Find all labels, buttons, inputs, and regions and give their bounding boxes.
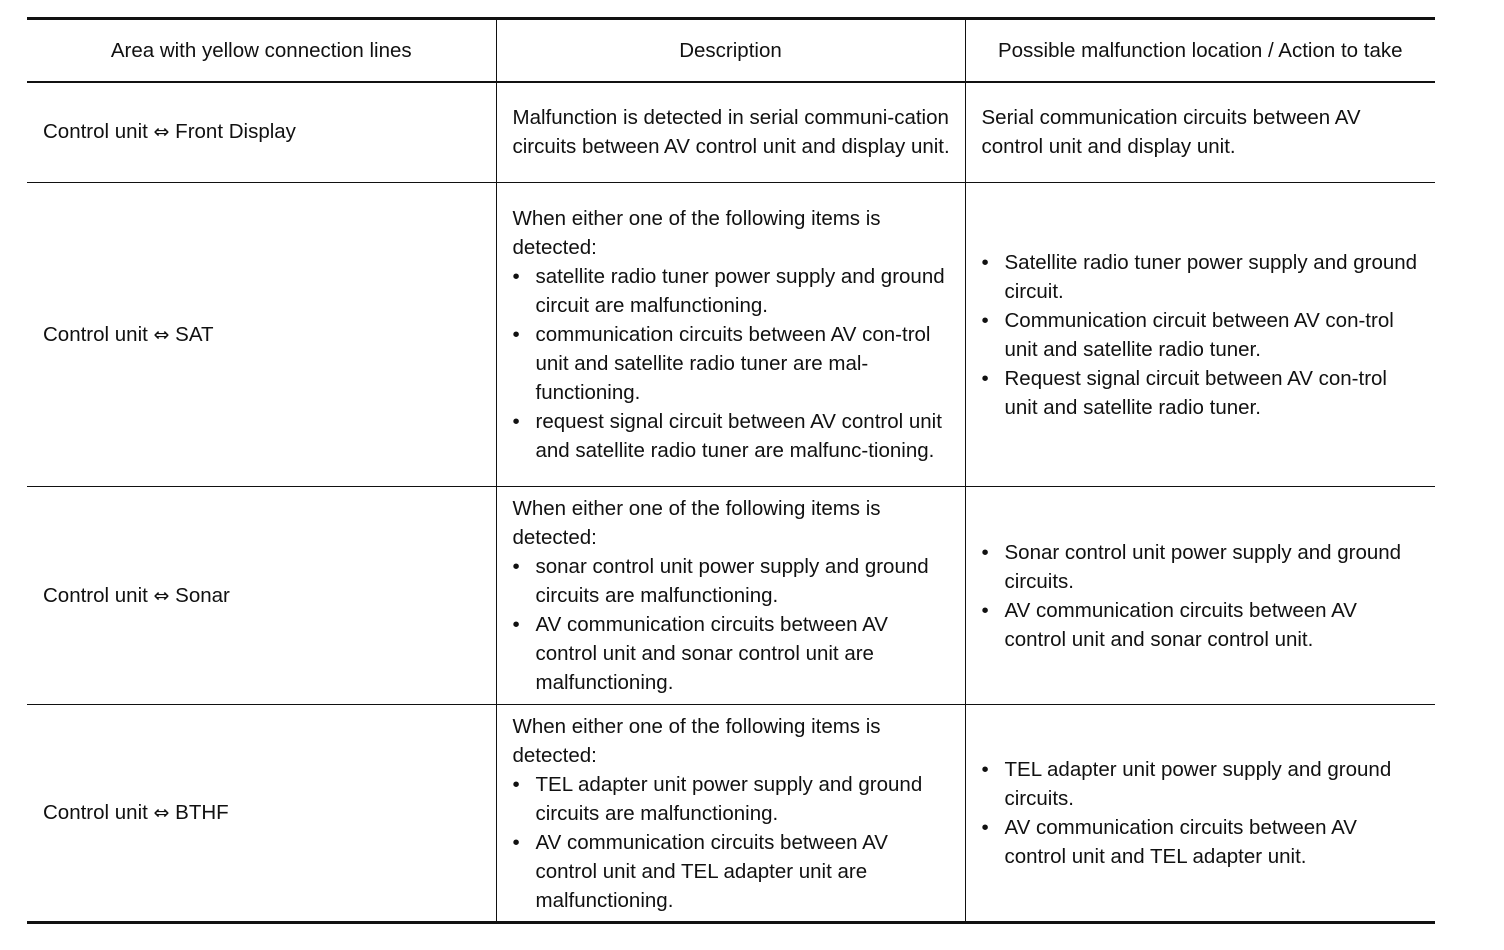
area-target: Sonar bbox=[175, 583, 230, 607]
action-cell bbox=[965, 705, 1435, 923]
action-cell bbox=[965, 183, 1435, 487]
bidirectional-arrow-icon: ⇔ bbox=[153, 802, 170, 824]
malfunction-table bbox=[27, 17, 1435, 924]
description-cell bbox=[496, 183, 965, 487]
area-prefix: Control unit bbox=[43, 583, 148, 607]
area-target: SAT bbox=[175, 322, 214, 346]
description-intro: When either one of the following items is detected: bbox=[512, 207, 881, 259]
list-item: • sonar control unit power supply and ground circuits are malfunctioning. bbox=[513, 552, 951, 610]
action-cell bbox=[965, 487, 1435, 705]
description-intro: When either one of the following items is detected: bbox=[512, 714, 881, 767]
list-item: • AV communication circuits between AV control unit and TEL adapter unit are malfunctioning. bbox=[513, 828, 951, 915]
table-row bbox=[27, 705, 1435, 923]
area-cell bbox=[27, 183, 496, 487]
area-prefix: Control unit bbox=[43, 801, 148, 824]
description-list bbox=[513, 770, 951, 915]
description-cell bbox=[496, 82, 965, 183]
description-list bbox=[513, 262, 951, 465]
area-target: BTHF bbox=[175, 801, 229, 824]
action-cell bbox=[965, 82, 1435, 183]
action-list bbox=[982, 755, 1422, 871]
table-row bbox=[27, 82, 1435, 183]
header-area: Area with yellow connection lines bbox=[27, 19, 496, 82]
list-item: • AV communication circuits between AV control unit and TEL adapter unit. bbox=[982, 813, 1422, 871]
bidirectional-arrow-icon: ⇔ bbox=[153, 323, 170, 346]
action-text: Serial communication circuits between AV control unit and display unit. bbox=[981, 106, 1361, 159]
list-item: • TEL adapter unit power supply and ground circuits. bbox=[982, 755, 1422, 813]
list-item: • AV communication circuits between AV control unit and sonar control unit. bbox=[982, 596, 1422, 654]
description-intro: When either one of the following items is detected: bbox=[512, 497, 881, 549]
list-item: • Communication circuit between AV con-trol unit and satellite radio tuner. bbox=[982, 306, 1422, 364]
table-row bbox=[27, 487, 1435, 705]
bidirectional-arrow-icon: ⇔ bbox=[153, 121, 170, 144]
list-item: • AV communication circuits between AV control unit and sonar control unit are malfunctioning. bbox=[513, 610, 951, 697]
area-cell bbox=[27, 82, 496, 183]
area-prefix: Control unit bbox=[43, 120, 148, 144]
list-item: • communication circuits between AV con-trol unit and satellite radio tuner are mal-functioning. bbox=[513, 320, 951, 407]
list-item: • Satellite radio tuner power supply and ground circuit. bbox=[982, 248, 1422, 306]
header-description: Description bbox=[496, 19, 965, 82]
list-item: • TEL adapter unit power supply and ground circuits are malfunctioning. bbox=[513, 770, 951, 828]
action-list bbox=[982, 538, 1422, 654]
header-action: Possible malfunction location / Action to take bbox=[965, 19, 1435, 82]
list-item: • Request signal circuit between AV con-trol unit and satellite radio tuner. bbox=[982, 364, 1422, 422]
area-prefix: Control unit bbox=[43, 322, 148, 346]
list-item: • satellite radio tuner power supply and ground circuit are malfunctioning. bbox=[513, 262, 951, 320]
list-item: • Sonar control unit power supply and ground circuits. bbox=[982, 538, 1422, 596]
area-cell bbox=[27, 705, 496, 923]
description-list bbox=[513, 552, 951, 697]
area-cell bbox=[27, 487, 496, 705]
description-cell bbox=[496, 705, 965, 923]
description-text: Malfunction is detected in serial communi-cation circuits between AV control unit and display unit. bbox=[512, 106, 950, 159]
table-row bbox=[27, 183, 1435, 487]
list-item: • request signal circuit between AV control unit and satellite radio tuner are malfunc-tioning. bbox=[513, 407, 951, 465]
description-cell bbox=[496, 487, 965, 705]
action-list bbox=[982, 248, 1422, 422]
header-row bbox=[27, 19, 1435, 82]
area-target: Front Display bbox=[175, 120, 296, 144]
bidirectional-arrow-icon: ⇔ bbox=[153, 584, 170, 607]
